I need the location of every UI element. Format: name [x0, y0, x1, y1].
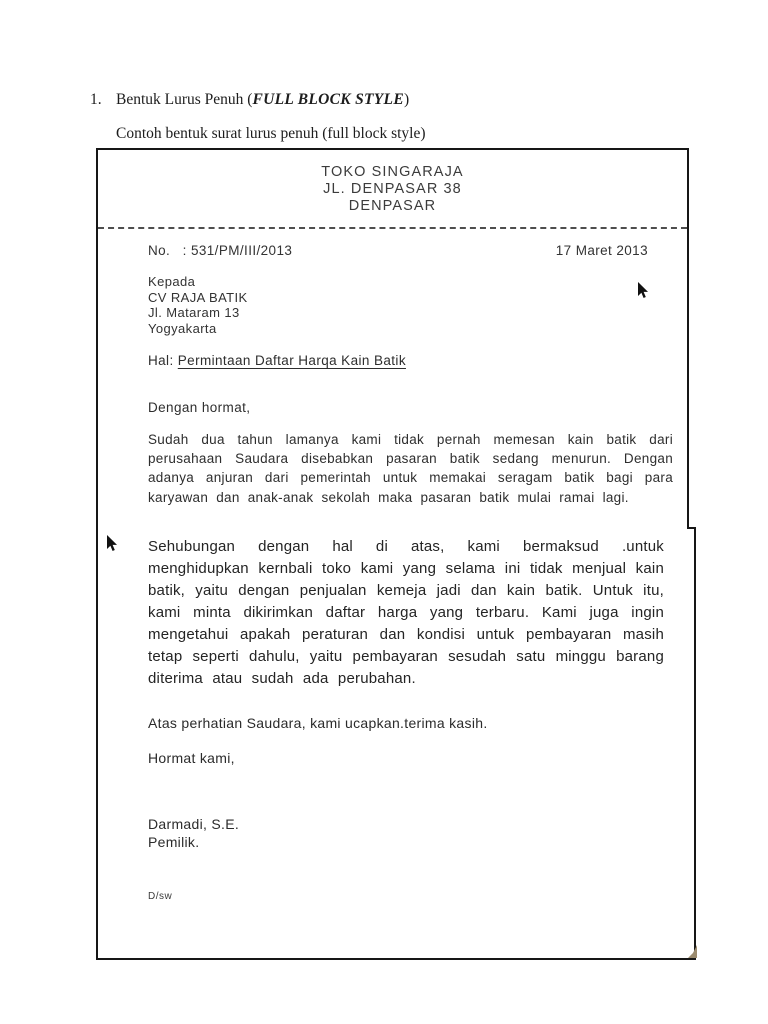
recipient-company: CV RAJA BATIK — [148, 289, 248, 305]
subject-line — [148, 353, 406, 368]
letterhead-company: TOKO SINGARAJA — [321, 164, 464, 180]
section-title-prefix: Bentuk Lurus Penuh ( — [116, 91, 253, 108]
letter-number: No. : 531/PM/III/2013 — [148, 243, 293, 258]
mouse-cursor-icon — [636, 281, 651, 301]
recipient-city: Yogyakarta — [148, 321, 217, 337]
mouse-cursor-icon — [105, 534, 120, 554]
letterhead — [96, 164, 689, 215]
letterhead-city: DENPASAR — [348, 198, 437, 214]
recipient-block — [148, 274, 248, 337]
signoff-line: Hormat kami, — [148, 750, 235, 766]
salutation: Dengan hormat, — [148, 400, 251, 415]
section-title-emphasis: FULL BLOCK STYLE — [252, 91, 404, 108]
subject-label: Hal: — [148, 353, 178, 368]
signature-block — [148, 816, 239, 851]
signer-title: Pemilik. — [148, 833, 200, 850]
letter-border-left — [96, 148, 98, 960]
letter-border-top — [96, 148, 689, 150]
reference-line — [148, 243, 648, 258]
section-title — [116, 91, 409, 109]
section-subheading: Contoh bentuk surat lurus penuh (full block style) — [116, 125, 426, 142]
section-number: 1. — [90, 91, 102, 108]
recipient-street: Jl. Mataram 13 — [148, 305, 240, 321]
body-paragraph-2: Sehubungan dengan hal di atas, kami bermaksud .untuk menghidupkan kernbali toko kami yang selama ini tidak menjual kain batik, yaitu dengan penjualan kemeja jadi dan kain batik. Untuk itu, kami minta dikirimkan daftar harga yang terbaru. Kami juga ingin mengetahui apakah peraturan dan kondisi untuk pembayaran masih tetap seperti dahulu, yaitu pembayaran sesudah satu minggu barang diterima atau sudah ada perubahan. — [148, 538, 664, 687]
closing-line: Atas perhatian Saudara, kami ucapkan.terima kasih. — [148, 715, 488, 731]
letter-date: 17 Maret 2013 — [555, 243, 648, 258]
recipient-salutation: Kepada — [148, 274, 196, 289]
subject-text: Permintaan Daftar Harqa Kain Batik — [177, 353, 406, 368]
body-paragraph-1: Sudah dua tahun lamanya kami tidak pernah memesan kain batik dari perusahaan Saudara disebabkan pasaran batik sedang menurun. Dengan adanya anjuran dari pemerintah untuk memakai seragam batik bagi para karyawan dan anak-anak sekolah maka pasaran batik mulai ramai lagi. — [148, 432, 673, 505]
typist-initials: D/sw — [148, 891, 173, 902]
letter-border-right-lower — [694, 527, 696, 960]
signer-name: Darmadi, S.E. — [148, 816, 240, 832]
letter-border-bottom — [96, 958, 696, 960]
letterhead-divider — [98, 227, 687, 229]
section-title-suffix: ) — [403, 91, 410, 108]
section-heading — [90, 91, 409, 109]
letterhead-street: JL. DENPASAR 38 — [323, 181, 462, 197]
